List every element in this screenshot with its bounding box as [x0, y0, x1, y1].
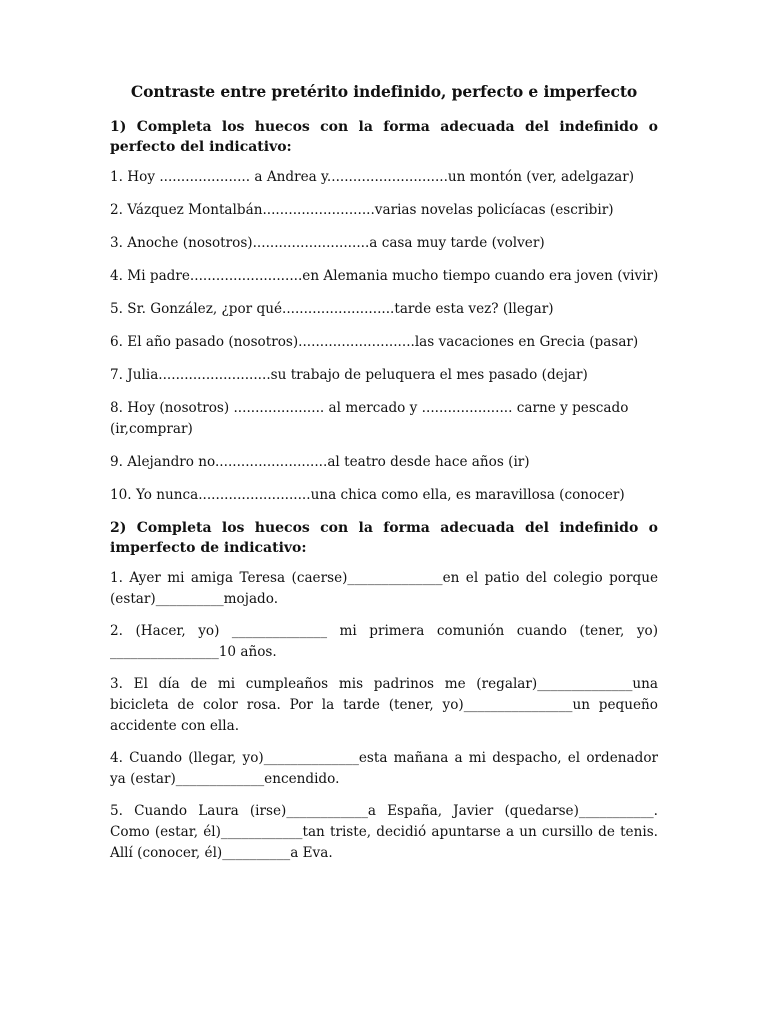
exercise-1-item-3: 3. Anoche (nosotros)...........................a casa muy tarde (volver) — [110, 235, 545, 251]
exercise-1-heading: 1) Completa los huecos con la forma adecuada del indefinido o perfecto del indicativo: — [110, 119, 658, 155]
exercise-1-item-8: 8. Hoy (nosotros) ..................... al mercado y ..................... carne y pescado (ir,comprar) — [110, 400, 629, 437]
exercise-1-item-7: 7. Julia..........................su trabajo de peluquera el mes pasado (dejar) — [110, 367, 588, 383]
exercise-2-item-5: 5. Cuando Laura (irse)____________a España, Javier (quedarse)___________. Como (estar, él)____________tan triste, decidió apuntarse a un cursillo de tenis. Allí (conocer, él)__________a Eva. — [110, 803, 658, 861]
exercise-1-item-9: 9. Alejandro no..........................al teatro desde hace años (ir) — [110, 454, 530, 470]
exercise-1-item-5: 5. Sr. González, ¿por qué..........................tarde esta vez? (llegar) — [110, 301, 554, 317]
exercise-section-2 — [110, 518, 658, 864]
page-title: Contraste entre pretérito indefinido, perfecto e imperfecto — [130, 82, 638, 101]
exercise-2-item-2: 2. (Hacer, yo) ______________ mi primera comunión cuando (tener, yo) ________________10 años. — [110, 623, 658, 660]
exercise-1-item-2: 2. Vázquez Montalbán..........................varias novelas policíacas (escribir) — [110, 202, 614, 218]
exercise-2-item-4: 4. Cuando (llegar, yo)______________esta mañana a mi despacho, el ordenador ya (estar)_____________encendido. — [110, 750, 658, 787]
exercise-1-item-10: 10. Yo nunca..........................una chica como ella, es maravillosa (conocer) — [110, 487, 625, 503]
exercise-2-heading: 2) Completa los huecos con la forma adecuada del indefinido o imperfecto de indicativo: — [110, 520, 658, 556]
exercise-2-item-3: 3. El día de mi cumpleaños mis padrinos me (regalar)______________una bicicleta de color rosa. Por la tarde (tener, yo)________________un pequeño accidente con ella. — [110, 676, 658, 734]
worksheet-page — [110, 82, 658, 875]
exercise-2-item-1: 1. Ayer mi amiga Teresa (caerse)______________en el patio del colegio porque (estar)__________mojado. — [110, 570, 658, 607]
exercise-section-1 — [110, 117, 658, 506]
exercise-1-item-1: 1. Hoy ..................... a Andrea y............................un montón (ver, adelgazar) — [110, 169, 635, 185]
exercise-1-item-4: 4. Mi padre..........................en Alemania mucho tiempo cuando era joven (vivir) — [110, 268, 659, 284]
exercise-1-item-6: 6. El año pasado (nosotros)...........................las vacaciones en Grecia (pasar) — [110, 334, 639, 350]
